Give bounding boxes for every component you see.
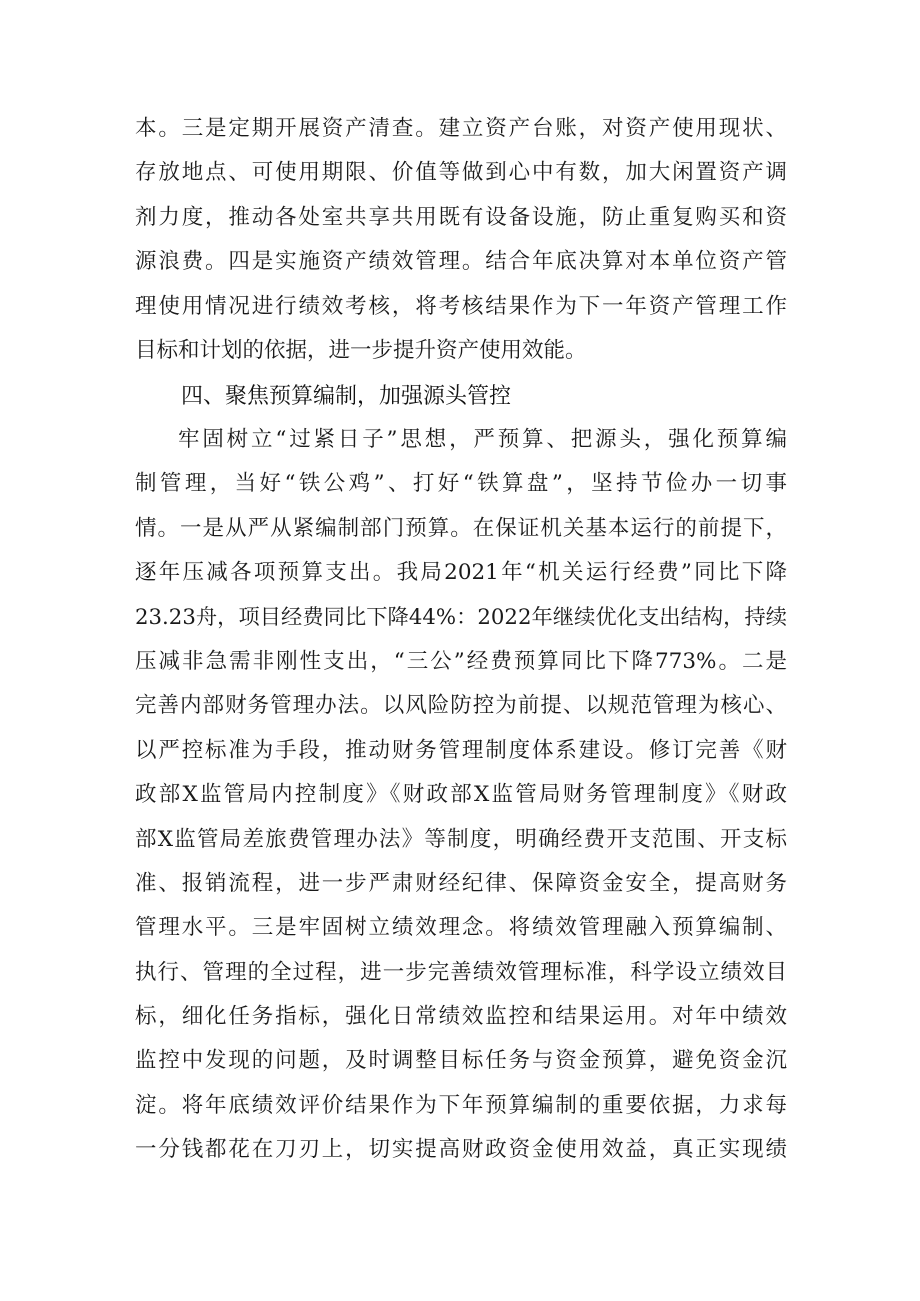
text-line: 管理水平。三是牢固树立绩效理念。将绩效管理融入预算编制、 bbox=[135, 915, 787, 941]
paragraph-asset-management bbox=[135, 107, 787, 373]
text-line: 23.23舟，项目经费同比下降44%：2022年继续优化支出结构，持续 bbox=[135, 604, 787, 630]
section-heading: 四、聚焦预算编制，加强源头管控 bbox=[181, 384, 512, 409]
text-line: 源浪费。四是实施资产绩效管理。结合年底决算对本单位资产管 bbox=[135, 249, 787, 275]
text-line: 制管理，当好“铁公鸡”、打好“铁算盘”，坚持节俭办一切事 bbox=[135, 471, 787, 497]
text-line: 政部X监管局内控制度》《财政部X监管局财务管理制度》《财政 bbox=[135, 782, 787, 808]
text-line: 本。三是定期开展资产清查。建立资产台账，对资产使用现状、 bbox=[135, 116, 787, 141]
text-line: 执行、管理的全过程，进一步完善绩效管理标准，科学设立绩效目 bbox=[135, 959, 787, 985]
text-line: 准、报销流程，进一步严肃财经纪律、保障资金安全，提高财务 bbox=[135, 870, 787, 896]
text-line: 监控中发现的问题，及时调整目标任务与资金预算，避免资金沉 bbox=[135, 1048, 787, 1074]
text-line: 存放地点、可使用期限、价值等做到心中有数，加大闲置资产调 bbox=[135, 160, 787, 186]
text-line: 标，细化任务指标，强化日常绩效监控和结果运用。对年中绩效 bbox=[135, 1004, 787, 1030]
text-line: 完善内部财务管理办法。以风险防控为前提、以规范管理为核心、 bbox=[135, 693, 787, 719]
text-line: 淀。将年底绩效评价结果作为下年预算编制的重要依据，力求每 bbox=[135, 1092, 787, 1118]
text-line: 牢固树立“过紧日子”思想，严预算、把源头，强化预算编 bbox=[178, 427, 787, 452]
text-line: 一分钱都花在刀刃上，切实提高财政资金使用效益，真正实现绩 bbox=[135, 1137, 787, 1163]
text-line: 理使用情况进行绩效考核，将考核结果作为下一年资产管理工作 bbox=[135, 293, 787, 319]
text-line: 逐年压减各项预算支出。我局2021年“机关运行经费”同比下降 bbox=[135, 560, 787, 586]
text-line: 压减非急需非刚性支出，“三公”经费预算同比下降773%。二是 bbox=[135, 648, 787, 674]
text-line: 部X监管局差旅费管理办法》等制度，明确经费开支范围、开支标 bbox=[135, 826, 787, 852]
text-line: 剂力度，推动各处室共享共用既有设备设施，防止重复购买和资 bbox=[135, 204, 787, 230]
text-line: 以严控标准为手段，推动财务管理制度体系建设。修订完善《财 bbox=[135, 737, 787, 763]
paragraph-budget bbox=[135, 418, 787, 1173]
text-line: 情。一是从严从紧编制部门预算。在保证机关基本运行的前提下， bbox=[135, 515, 787, 541]
text-line: 目标和计划的依据，进一步提升资产使用效能。 bbox=[135, 337, 587, 363]
